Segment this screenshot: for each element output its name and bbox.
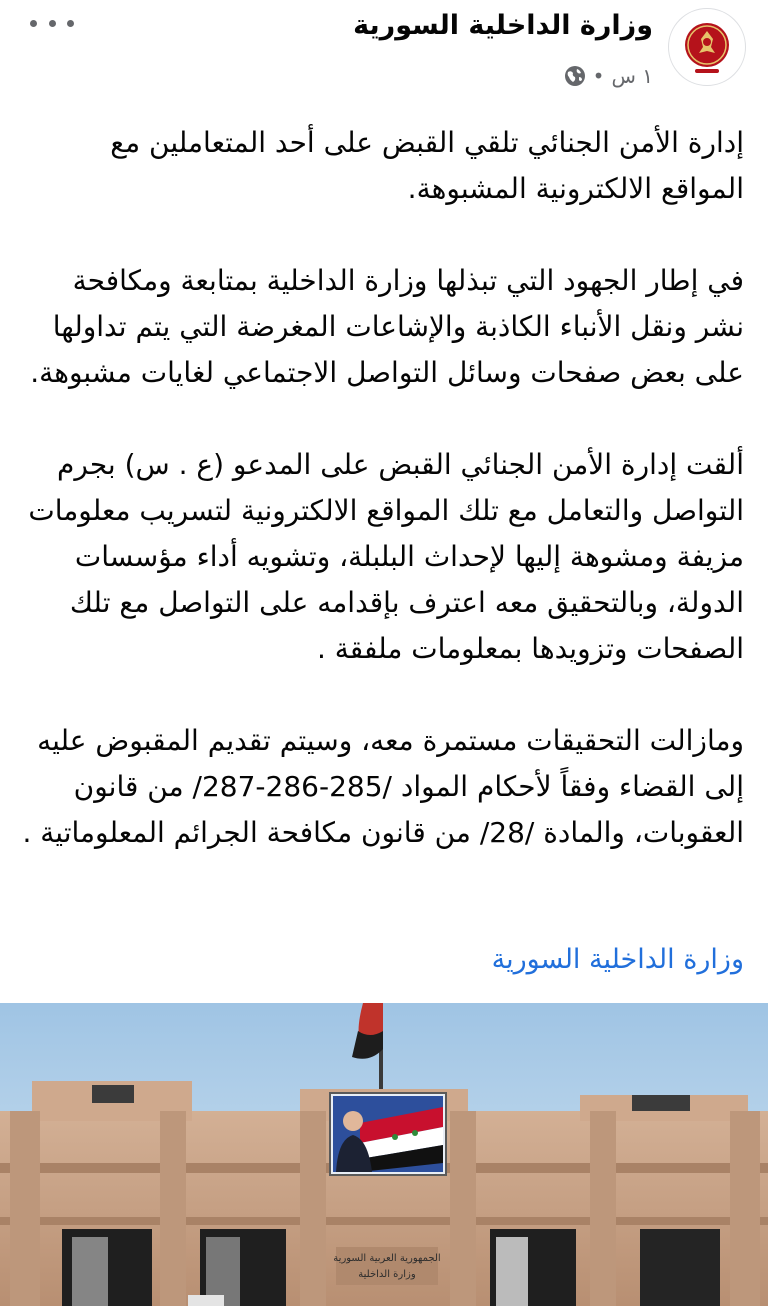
post-photo[interactable] [0, 1003, 768, 1306]
ministry-building-image [0, 1003, 768, 1306]
building-sign-line2: وزارة الداخلية [358, 1269, 416, 1280]
post-meta [564, 64, 653, 88]
post-paragraph-investigation: ومازالت التحقيقات مستمرة معه، وسيتم تقديم المقبوض عليه إلى القضاء وفقاً لأحكام المواد /285-286-287/ من قانون العقوبات، والمادة /28/ من قانون مكافحة الجرائم المعلوماتية . [22, 724, 744, 849]
post-paragraph-context: في إطار الجهود التي تبذلها وزارة الداخلية بمتابعة ومكافحة نشر ونقل الأنباء الكاذبة والإشاعات المغرضة التي يتم تداولها على بعض صفحات وسائل التواصل الاجتماعي لغايات مشبوهة. [30, 264, 744, 389]
post-paragraph-arrest: ألقت إدارة الأمن الجنائي القبض على المدعو (ع . س) بجرم التواصل والتعامل مع تلك المواقع الالكترونية لتسريب معلومات مزيفة ومشوهة إليها لإحداث البلبلة، وتشويه أداء مؤسسات الدولة، وبالتحقيق معه اعترف بإقدامه على التواصل مع تلك الصفحات وتزويدها بمعلومات ملفقة . [28, 448, 744, 665]
more-horizontal-icon [30, 20, 37, 27]
more-dot [67, 20, 74, 27]
post-paragraph-headline: إدارة الأمن الجنائي تلقي القبض على أحد المتعاملين مع المواقع الالكترونية المشبوهة. [110, 126, 744, 205]
more-options-button[interactable] [30, 10, 74, 36]
ministry-emblem-icon [669, 9, 745, 85]
page-avatar[interactable] [668, 8, 746, 86]
page-name-link[interactable]: وزارة الداخلية السورية [353, 10, 653, 41]
post-header [0, 0, 768, 100]
more-dot [49, 20, 56, 27]
meta-separator: • [592, 64, 605, 88]
building-sign-line1: الجمهورية العربية السورية [333, 1253, 441, 1264]
post-timestamp[interactable]: ١ س [611, 64, 653, 88]
globe-icon[interactable] [564, 65, 586, 87]
signature-link[interactable]: وزارة الداخلية السورية [491, 944, 744, 975]
post-body [22, 120, 744, 902]
